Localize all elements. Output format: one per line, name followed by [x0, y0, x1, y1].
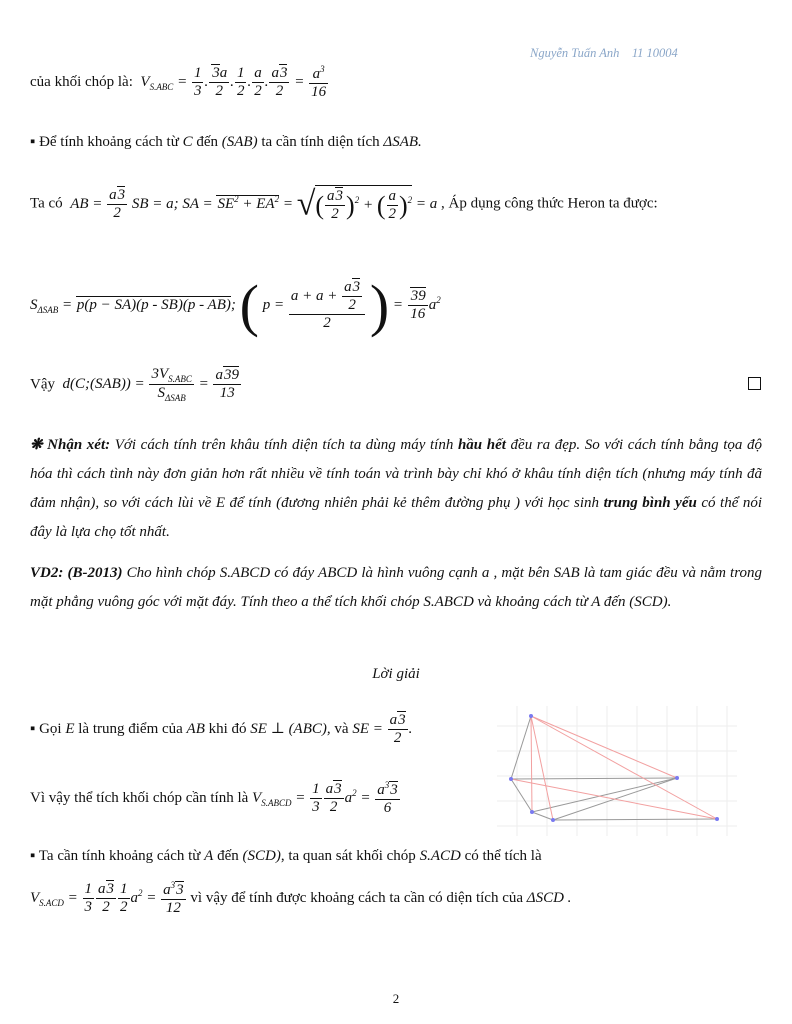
distance-result-line [30, 366, 242, 404]
remark-paragraph [30, 431, 762, 547]
bullet3-t4: có thể tích là [464, 848, 542, 864]
remark-text-4: có thể nói đây là lựa chọ tốt nhất. [30, 495, 763, 540]
bullet1-triangle: ΔSAB. [383, 134, 422, 150]
goi-ab: AB [186, 721, 205, 738]
heron-line [30, 272, 441, 339]
remark-point-e: E [215, 495, 226, 511]
goi-t1: là trung điểm của [78, 721, 183, 738]
bullet-distance-c [30, 134, 422, 151]
volume-formula: $V_{S.ABC}$ = $\frac{1}{3}$ . $\frac{3a}{2}$ . $\frac{1}{2}$ . $\frac{a}{2}$ . $\frac{a3}{2}$ = $\frac{a^3}{16}$ [136, 64, 327, 101]
volume-acd-formula: $V_{S.ACD}$ = $\frac{1}{3}$ $\frac{a3}{2}$ $\frac{1}{2}$ $a^2$ = $\frac{a^33}{12}$ [30, 880, 184, 917]
remark-text-2: đều ra đẹp. So với cách tính bằng tọa độ hóa thì cách tình này đơn giản hơn rất nhiều về tính toán và trình bày chỉ khó ở khâu tính diện tích (nhưng máy tính đã đảm nhận), so với cách lùi về [30, 437, 763, 511]
lengths-line [30, 185, 658, 224]
bullet1-plane: (SAB) [221, 134, 258, 150]
bullet3-pyramid: S.ACD [419, 848, 461, 864]
example-2-label: VD2: (B-2013) [30, 565, 123, 581]
heron-formula: $S_{\Delta SAB} = p(p - SA)(p - SB)(p - AB)$; ( p = a + a + $\frac{a3}{2}$ 2 ) = $\frac{39}{16}$ $a^2$ [30, 273, 441, 338]
bullet3-t2: đến [217, 848, 239, 864]
distance-formula: d(C;(SAB)) = $\frac{3V_{S.ABC}}{S_{\Delta SAB}}$ = $\frac{a39}{13}$ [58, 366, 239, 404]
page-header [530, 46, 678, 61]
se-formula: SE = $\frac{a3}{2}$ . [352, 712, 413, 747]
bullet3-a: A [204, 848, 214, 864]
lengths-formula: AB = $\frac{a3}{2}$ SB = a; SA = $SE^2 + EA^2$ = √( $\frac{a3}{2}$ )$^2$ + ( $\frac{a}{2}$ )$^2$ = a [66, 185, 442, 223]
midpoint-line [30, 712, 412, 748]
volume-abcd-line [30, 780, 401, 818]
last-triangle: ΔSCD . [526, 890, 572, 907]
bullet1-mid: đến [196, 134, 219, 150]
goi-prefix: ▪ Gọi [30, 721, 62, 738]
goi-condition: SE ⊥ (ABC) [250, 721, 327, 738]
page-number: 2 [392, 991, 400, 1006]
goi-e: E [65, 721, 75, 738]
example-2-paragraph [30, 559, 762, 617]
volume-acd-line [30, 880, 571, 918]
bullet3-plane: (SCD) [242, 848, 281, 864]
remark-text-1: Với cách tính trên khâu tính diện tích ta dùng máy tính [114, 437, 454, 453]
goi-t3: , và [326, 721, 349, 738]
pyramid-figure [497, 706, 737, 836]
last-suffix: vì vậy để tính được khoảng cách ta cần có diện tích của [190, 890, 524, 907]
volume-prefix: của khối chóp là: [30, 74, 133, 91]
bullet1-point: C [182, 134, 193, 150]
header-code: 11 10004 [631, 46, 678, 60]
vay-prefix: Vậy [30, 376, 55, 393]
qed-square [748, 377, 761, 390]
bullet3-t1: ▪ Ta cần tính khoảng cách từ [30, 848, 201, 864]
example-2-text: Cho hình chóp S.ABCD có đáy ABCD là hình vuông cạnh a , mặt bên SAB là tam giác đều và nằm trong mặt phẳng vuông góc với mặt đáy. Tính theo a thể tích khối chóp S.ABCD và khoảng cách từ A đến (SCD). [30, 565, 763, 610]
bullet3-t3: , ta quan sát khối chóp [280, 848, 416, 864]
taco-prefix: Ta có [30, 195, 63, 212]
volume-abcd-formula: $V_{S.ABCD}$ = $\frac{1}{3}$ $\frac{a3}{2}$ $a^2$ = $\frac{a^33}{6}$ [252, 780, 398, 817]
solution-heading: Lời giải [372, 666, 420, 682]
vivay-text: Vì vậy thể tích khối chóp cần tính là [30, 790, 249, 807]
header-author: Nguyễn Tuấn Anh [530, 46, 620, 60]
remark-label: ❋ Nhận xét: [30, 437, 111, 453]
remark-bold-1: hầu hết [457, 437, 506, 453]
remark-text-3: để tính (đương nhiên phải kẻ thêm đường phụ ) với học sinh [229, 495, 600, 511]
volume-line [30, 64, 329, 102]
bullet1-end: ta cần tính diện tích [261, 134, 380, 150]
bullet1-text: ▪ Để tính khoảng cách từ [30, 134, 179, 150]
remark-bold-2: trung bình yếu [603, 495, 697, 511]
heron-intro: , Áp dụng công thức Heron ta được: [441, 195, 658, 212]
goi-t2: khi đó [208, 721, 247, 738]
bullet-distance-a [30, 842, 762, 871]
